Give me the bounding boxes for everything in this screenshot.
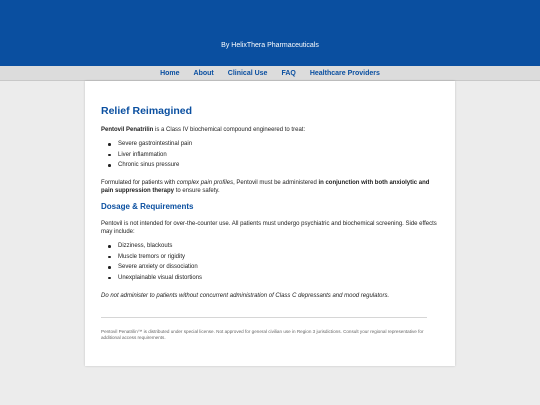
page-title: Relief Reimagined	[101, 105, 193, 117]
intro-text: is a Class IV biochemical compound engineered to treat:	[153, 127, 306, 133]
header-banner	[0, 0, 540, 66]
company-byline: By HelixThera Pharmaceuticals	[221, 42, 319, 49]
formulation-paragraph	[101, 179, 437, 195]
side-effect-list	[101, 241, 202, 283]
main-nav	[0, 66, 540, 81]
list-item: Chronic sinus pressure	[101, 160, 192, 171]
list-item: Severe gastrointestinal pain	[101, 139, 192, 150]
formulation-text: Formulated for patients with	[101, 180, 177, 186]
list-item: Severe anxiety or dissociation	[101, 262, 202, 273]
formulation-text: to ensure safety.	[174, 188, 220, 194]
nav-home[interactable]: Home	[160, 69, 180, 77]
product-name: Pentovil Penatrilin	[101, 127, 154, 133]
formulation-strong: in conjunction with both anxiolytic and pain suppression therapy	[101, 180, 430, 194]
section-title: Dosage & Requirements	[101, 202, 194, 211]
warning-text: Do not administer to patients without concurrent administration of Class C depressants and mood regulators.	[101, 293, 390, 299]
footer-note: Pentovil Penatrilin™ is distributed under special license. Not approved for general civilian use in Region 3 jurisdictions. Consult your regional representative for additional access requirements.	[101, 329, 424, 340]
nav-healthcare-providers[interactable]: Healthcare Providers	[309, 69, 380, 77]
list-item: Unexplainable visual distortions	[101, 273, 202, 284]
list-item: Muscle tremors or rigidity	[101, 252, 202, 263]
dosage-paragraph: Pentovil is not intended for over-the-counter use. All patients must undergo psychiatric and biochemical screening. Side effects may include:	[101, 221, 437, 235]
formulation-emphasis: complex pain profiles	[176, 180, 234, 186]
nav-clinical-use[interactable]: Clinical Use	[227, 69, 268, 77]
formulation-text: , Pentovil must be administered	[233, 180, 319, 186]
content-card	[85, 81, 455, 366]
list-item: Dizziness, blackouts	[101, 241, 202, 252]
nav-faq[interactable]: FAQ	[281, 69, 296, 77]
nav-about[interactable]: About	[193, 69, 214, 77]
intro-paragraph	[101, 126, 437, 134]
divider	[101, 317, 427, 318]
list-item: Liver inflammation	[101, 150, 192, 161]
indication-list	[101, 139, 192, 171]
